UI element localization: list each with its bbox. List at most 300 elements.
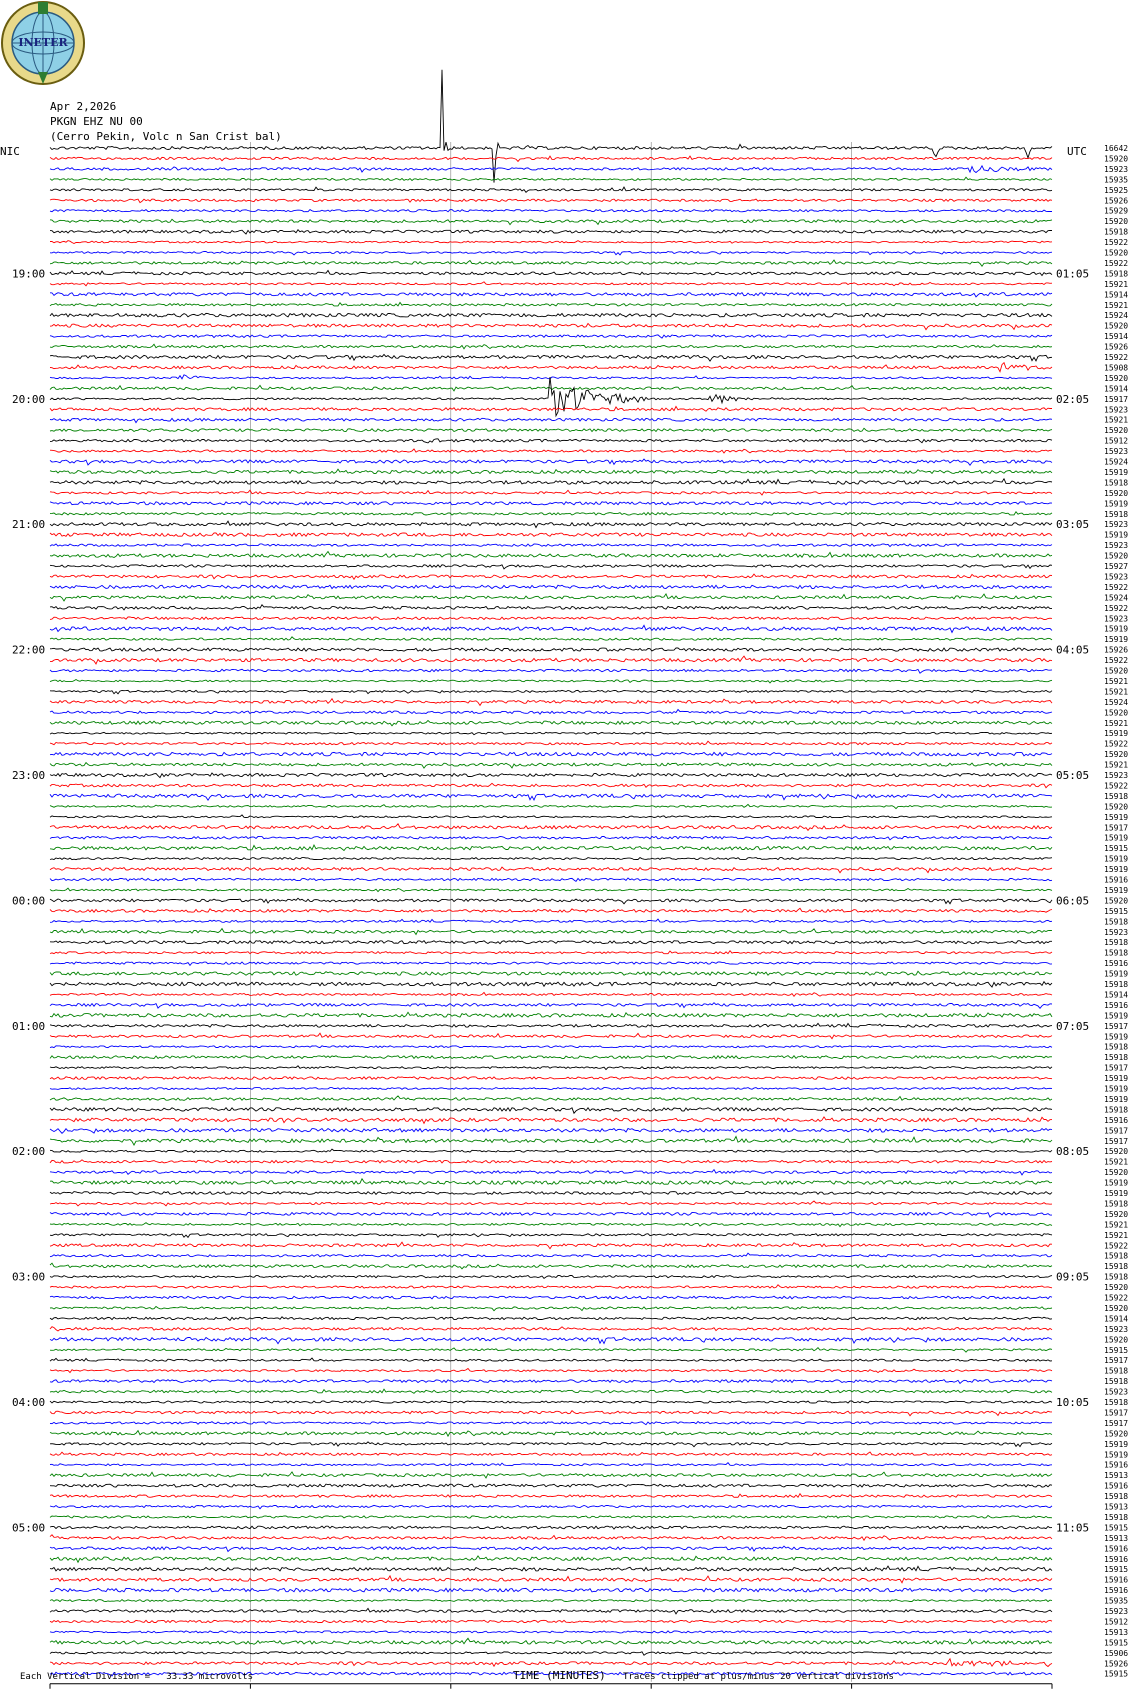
row-count-33: 15920: [1104, 488, 1129, 498]
row-count-16: 15924: [1104, 311, 1129, 321]
row-count-25: 15923: [1104, 405, 1129, 415]
row-count-78: 15916: [1104, 959, 1129, 969]
trace-row-1: [50, 156, 1052, 161]
row-count-47: 15919: [1104, 635, 1129, 645]
row-count-44: 15922: [1104, 603, 1129, 613]
trace-row-25: [50, 407, 1052, 412]
row-count-61: 15922: [1104, 781, 1129, 791]
trace-row-89: [50, 1077, 1052, 1080]
trace-row-47: [50, 637, 1052, 640]
row-count-135: 15916: [1104, 1554, 1129, 1564]
chart-date: Apr 2,2026: [50, 100, 117, 113]
row-count-116: 15917: [1104, 1356, 1129, 1366]
trace-row-105: [50, 1242, 1052, 1249]
trace-row-10: [50, 252, 1052, 255]
trace-row-133: [50, 1535, 1052, 1540]
trace-row-15: [50, 303, 1052, 307]
trace-row-100: [50, 1192, 1052, 1195]
left-timezone-label: NIC: [0, 145, 20, 158]
row-count-102: 15920: [1104, 1209, 1129, 1219]
trace-row-56: [50, 732, 1052, 734]
row-count-40: 15927: [1104, 562, 1129, 571]
trace-row-130: [50, 1505, 1052, 1508]
row-count-130: 15913: [1104, 1502, 1129, 1512]
trace-row-20: [50, 354, 1052, 361]
row-count-146: 15915: [1104, 1669, 1129, 1679]
row-count-18: 15914: [1104, 332, 1129, 342]
trace-row-53: [50, 699, 1052, 706]
trace-row-21: [50, 363, 1052, 372]
right-time-label: 11:05: [1056, 1521, 1090, 1535]
trace-row-41: [50, 574, 1052, 579]
row-count-80: 15918: [1104, 980, 1129, 989]
trace-row-108: [50, 1276, 1052, 1279]
trace-row-119: [50, 1389, 1052, 1393]
row-count-59: 15921: [1104, 760, 1129, 770]
right-time-label: 09:05: [1056, 1270, 1090, 1284]
trace-row-68: [50, 858, 1052, 860]
trace-row-135: [50, 1556, 1052, 1562]
trace-row-80: [50, 982, 1052, 987]
row-count-56: 15919: [1104, 729, 1129, 739]
row-count-107: 15918: [1104, 1262, 1129, 1272]
row-count-5: 15926: [1104, 196, 1129, 206]
row-count-19: 15926: [1104, 342, 1129, 352]
trace-row-51: [50, 680, 1052, 683]
trace-row-75: [50, 929, 1052, 935]
left-time-label: 04:00: [12, 1396, 46, 1409]
row-count-45: 15923: [1104, 614, 1129, 624]
trace-row-65: [50, 824, 1052, 831]
row-count-13: 15921: [1104, 279, 1129, 289]
row-count-1: 15920: [1104, 154, 1129, 164]
trace-row-140: [50, 1608, 1052, 1614]
row-count-6: 15929: [1104, 206, 1129, 216]
trace-row-17: [50, 324, 1052, 330]
right-time-label: 10:05: [1056, 1396, 1090, 1409]
trace-row-70: [50, 878, 1052, 881]
row-count-65: 15917: [1104, 823, 1129, 833]
trace-row-121: [50, 1411, 1052, 1416]
trace-row-103: [50, 1223, 1052, 1227]
trace-row-59: [50, 763, 1052, 769]
trace-row-72: [50, 898, 1052, 904]
row-count-30: 15924: [1104, 457, 1129, 467]
row-count-118: 15918: [1104, 1377, 1129, 1387]
row-count-82: 15916: [1104, 1000, 1129, 1010]
row-count-81: 15914: [1104, 990, 1129, 1000]
row-count-128: 15916: [1104, 1481, 1129, 1491]
trace-row-6: [50, 210, 1052, 212]
trace-row-9: [50, 241, 1052, 244]
row-count-120: 15918: [1104, 1398, 1129, 1407]
trace-row-16: [50, 313, 1052, 317]
trace-row-88: [50, 1066, 1052, 1070]
row-count-93: 15916: [1104, 1115, 1129, 1125]
trace-row-107: [50, 1263, 1052, 1269]
trace-row-125: [50, 1452, 1052, 1455]
trace-row-69: [50, 867, 1052, 873]
trace-row-71: [50, 888, 1052, 891]
row-count-35: 15918: [1104, 509, 1129, 519]
trace-row-37: [50, 533, 1052, 537]
row-count-122: 15917: [1104, 1418, 1129, 1428]
left-time-label: 01:00: [12, 1019, 46, 1033]
trace-row-66: [50, 836, 1052, 839]
trace-row-11: [50, 260, 1052, 266]
trace-row-54: [50, 710, 1052, 715]
trace-row-34: [50, 502, 1052, 505]
trace-row-42: [50, 585, 1052, 589]
row-count-137: 15916: [1104, 1575, 1129, 1585]
row-count-39: 15920: [1104, 551, 1129, 561]
row-count-133: 15913: [1104, 1533, 1129, 1543]
trace-row-18: [50, 335, 1052, 339]
trace-row-91: [50, 1096, 1052, 1101]
trace-row-2: [50, 166, 1052, 173]
left-time-label: 00:00: [12, 894, 46, 908]
row-count-23: 15914: [1104, 384, 1129, 394]
trace-row-45: [50, 617, 1052, 620]
row-count-49: 15922: [1104, 656, 1129, 666]
row-count-57: 15922: [1104, 739, 1129, 749]
row-count-53: 15924: [1104, 697, 1129, 707]
trace-row-19: [50, 344, 1052, 349]
row-count-100: 15919: [1104, 1189, 1129, 1198]
row-count-36: 15923: [1104, 520, 1129, 530]
trace-row-39: [50, 552, 1052, 558]
row-count-73: 15915: [1104, 906, 1129, 916]
row-count-11: 15922: [1104, 258, 1129, 268]
row-count-4: 15925: [1104, 185, 1129, 195]
row-count-20: 15922: [1104, 353, 1129, 362]
row-count-60: 15923: [1104, 771, 1129, 780]
trace-row-142: [50, 1631, 1052, 1633]
trace-row-143: [50, 1638, 1052, 1644]
row-count-38: 15923: [1104, 541, 1129, 551]
trace-row-85: [50, 1033, 1052, 1039]
row-count-91: 15919: [1104, 1094, 1129, 1104]
row-count-96: 15920: [1104, 1147, 1129, 1157]
row-count-108: 15918: [1104, 1272, 1129, 1282]
right-time-label: 08:05: [1056, 1145, 1090, 1159]
trace-row-90: [50, 1087, 1052, 1089]
row-count-34: 15919: [1104, 499, 1129, 509]
row-count-119: 15923: [1104, 1387, 1129, 1397]
trace-row-67: [50, 845, 1052, 851]
vertical-gridlines: [250, 142, 851, 1682]
trace-row-77: [50, 951, 1052, 954]
row-count-99: 15919: [1104, 1178, 1129, 1188]
traces: [50, 70, 1052, 1676]
right-time-label: 01:05: [1056, 267, 1090, 281]
row-count-12: 15918: [1104, 269, 1129, 279]
row-count-2: 15923: [1104, 164, 1129, 174]
right-time-label: 05:05: [1056, 769, 1090, 782]
row-count-84: 15917: [1104, 1021, 1129, 1031]
row-count-109: 15920: [1104, 1283, 1129, 1293]
row-count-37: 15919: [1104, 530, 1129, 540]
trace-row-13: [50, 282, 1052, 286]
row-count-144: 15906: [1104, 1648, 1129, 1658]
left-time-label: 05:00: [12, 1521, 46, 1535]
row-count-142: 15913: [1104, 1627, 1129, 1637]
trace-row-95: [50, 1137, 1052, 1146]
trace-row-60: [50, 773, 1052, 778]
trace-row-73: [50, 908, 1052, 912]
trace-row-5: [50, 199, 1052, 203]
trace-row-123: [50, 1431, 1052, 1437]
trace-row-64: [50, 815, 1052, 818]
trace-row-110: [50, 1296, 1052, 1299]
row-count-22: 15920: [1104, 373, 1129, 383]
trace-row-61: [50, 783, 1052, 787]
row-count-75: 15923: [1104, 927, 1129, 937]
row-count-129: 15918: [1104, 1492, 1129, 1502]
trace-row-32: [50, 479, 1052, 484]
trace-row-46: [50, 625, 1052, 632]
row-count-17: 15920: [1104, 321, 1129, 331]
trace-row-115: [50, 1348, 1052, 1352]
trace-row-101: [50, 1201, 1052, 1206]
row-count-26: 15921: [1104, 415, 1129, 425]
row-count-74: 15918: [1104, 917, 1129, 927]
row-count-52: 15921: [1104, 687, 1129, 697]
trace-row-44: [50, 605, 1052, 610]
row-count-76: 15918: [1104, 938, 1129, 948]
row-count-29: 15923: [1104, 447, 1129, 457]
row-count-24: 15917: [1104, 394, 1129, 404]
trace-row-137: [50, 1576, 1052, 1583]
station-site: (Cerro Pekin, Volc n San Crist bal): [50, 130, 282, 143]
station-name: PKGN EHZ NU 00: [50, 115, 143, 128]
trace-row-111: [50, 1307, 1052, 1311]
row-count-101: 15918: [1104, 1199, 1129, 1209]
left-time-label: 19:00: [12, 267, 46, 281]
row-count-71: 15919: [1104, 885, 1129, 895]
left-time-label: 20:00: [12, 392, 46, 406]
x-axis: [43, 1684, 1058, 1689]
row-count-7: 15920: [1104, 217, 1129, 227]
trace-row-49: [50, 656, 1052, 664]
row-count-0: 16642: [1104, 144, 1129, 153]
row-count-89: 15919: [1104, 1074, 1129, 1084]
row-count-50: 15920: [1104, 666, 1129, 676]
row-count-46: 15919: [1104, 624, 1129, 634]
trace-row-40: [50, 565, 1052, 569]
left-time-label: 22:00: [12, 643, 46, 657]
row-count-124: 15919: [1104, 1439, 1129, 1449]
trace-row-117: [50, 1369, 1052, 1373]
row-count-69: 15919: [1104, 865, 1129, 875]
row-count-140: 15923: [1104, 1607, 1129, 1616]
trace-row-55: [50, 721, 1052, 726]
right-time-label: 06:05: [1056, 894, 1090, 908]
row-count-139: 15935: [1104, 1596, 1129, 1606]
trace-row-29: [50, 449, 1052, 453]
row-count-127: 15913: [1104, 1471, 1129, 1481]
trace-row-86: [50, 1046, 1052, 1048]
row-count-141: 15912: [1104, 1617, 1129, 1627]
row-count-14: 15914: [1104, 290, 1129, 300]
trace-row-81: [50, 993, 1052, 997]
left-time-label: 02:00: [12, 1145, 46, 1159]
left-time-label: 23:00: [12, 769, 46, 782]
row-count-145: 15926: [1104, 1659, 1129, 1669]
row-count-77: 15918: [1104, 948, 1129, 958]
trace-row-96: [50, 1149, 1052, 1153]
row-count-131: 15918: [1104, 1512, 1129, 1522]
row-count-143: 15915: [1104, 1638, 1129, 1648]
trace-row-124: [50, 1442, 1052, 1447]
trace-row-109: [50, 1285, 1052, 1288]
trace-row-92: [50, 1108, 1052, 1114]
trace-row-22: [50, 375, 1052, 379]
trace-row-94: [50, 1128, 1052, 1133]
trace-row-118: [50, 1380, 1052, 1384]
trace-row-14: [50, 293, 1052, 297]
row-count-10: 15920: [1104, 248, 1129, 258]
row-count-125: 15919: [1104, 1450, 1129, 1460]
row-count-103: 15921: [1104, 1220, 1129, 1230]
row-count-68: 15919: [1104, 854, 1129, 864]
trace-row-102: [50, 1213, 1052, 1218]
trace-row-128: [50, 1484, 1052, 1487]
trace-row-139: [50, 1600, 1052, 1602]
row-count-98: 15920: [1104, 1168, 1129, 1178]
row-count-94: 15917: [1104, 1126, 1129, 1136]
x-axis-label: TIME (MINUTES): [513, 1669, 606, 1682]
row-count-97: 15921: [1104, 1157, 1129, 1167]
scale-note: Each Vertical Division = 33.33 microvolts: [20, 1672, 253, 1682]
row-count-138: 15916: [1104, 1586, 1129, 1596]
trace-row-87: [50, 1056, 1052, 1059]
trace-row-26: [50, 418, 1052, 422]
row-count-87: 15918: [1104, 1053, 1129, 1063]
trace-row-79: [50, 971, 1052, 975]
logo-text: INETER: [18, 36, 68, 49]
row-count-28: 15912: [1104, 436, 1129, 446]
row-count-83: 15919: [1104, 1011, 1129, 1021]
row-count-41: 15923: [1104, 572, 1129, 582]
row-count-54: 15920: [1104, 708, 1129, 718]
trace-row-141: [50, 1620, 1052, 1622]
row-count-110: 15922: [1104, 1293, 1129, 1303]
row-count-48: 15926: [1104, 645, 1129, 655]
trace-row-120: [50, 1401, 1052, 1403]
row-count-79: 15919: [1104, 969, 1129, 979]
row-count-123: 15920: [1104, 1429, 1129, 1439]
row-count-115: 15915: [1104, 1345, 1129, 1355]
row-count-55: 15921: [1104, 718, 1129, 728]
trace-row-43: [50, 594, 1052, 601]
trace-row-132: [50, 1526, 1052, 1529]
row-count-111: 15920: [1104, 1303, 1129, 1313]
row-count-106: 15918: [1104, 1251, 1129, 1261]
trace-row-35: [50, 512, 1052, 515]
row-count-88: 15917: [1104, 1063, 1129, 1073]
trace-row-33: [50, 490, 1052, 495]
row-count-70: 15916: [1104, 875, 1129, 885]
trace-row-82: [50, 1003, 1052, 1009]
trace-row-27: [50, 428, 1052, 431]
left-time-label: 21:00: [12, 518, 46, 532]
trace-row-36: [50, 521, 1052, 527]
trace-row-30: [50, 459, 1052, 465]
right-time-label: 07:05: [1056, 1019, 1090, 1033]
trace-row-83: [50, 1012, 1052, 1017]
trace-row-57: [50, 741, 1052, 745]
trace-row-145: [50, 1659, 1052, 1667]
row-count-132: 15915: [1104, 1523, 1129, 1533]
row-count-21: 15908: [1104, 363, 1129, 373]
trace-row-116: [50, 1358, 1052, 1362]
right-timezone-label: UTC: [1067, 145, 1087, 158]
trace-row-98: [50, 1170, 1052, 1175]
trace-row-126: [50, 1463, 1052, 1466]
trace-row-138: [50, 1588, 1052, 1592]
row-count-95: 15917: [1104, 1136, 1129, 1146]
row-count-134: 15916: [1104, 1544, 1129, 1554]
row-count-64: 15919: [1104, 812, 1129, 822]
trace-row-93: [50, 1117, 1052, 1124]
row-count-9: 15922: [1104, 238, 1129, 248]
row-count-104: 15921: [1104, 1230, 1129, 1240]
trace-row-3: [50, 177, 1052, 180]
trace-row-58: [50, 752, 1052, 755]
row-count-62: 15918: [1104, 791, 1129, 801]
row-count-58: 15920: [1104, 750, 1129, 760]
ineter-logo: [0, 0, 86, 86]
trace-row-31: [50, 469, 1052, 473]
right-time-label: 03:05: [1056, 518, 1090, 532]
trace-row-127: [50, 1472, 1052, 1478]
trace-row-114: [50, 1338, 1052, 1344]
trace-row-131: [50, 1516, 1052, 1519]
row-count-92: 15918: [1104, 1105, 1129, 1115]
row-count-27: 15920: [1104, 426, 1129, 436]
row-count-42: 15922: [1104, 582, 1129, 592]
row-count-3: 15935: [1104, 175, 1129, 185]
row-count-63: 15920: [1104, 802, 1129, 812]
row-count-117: 15918: [1104, 1366, 1129, 1376]
row-count-90: 15919: [1104, 1084, 1129, 1094]
trace-row-76: [50, 941, 1052, 944]
trace-row-28: [50, 439, 1052, 443]
trace-row-134: [50, 1546, 1052, 1551]
trace-row-0: [50, 70, 1052, 183]
trace-row-99: [50, 1179, 1052, 1185]
row-count-15: 15921: [1104, 300, 1129, 310]
trace-row-63: [50, 804, 1052, 808]
row-count-121: 15917: [1104, 1408, 1129, 1418]
row-count-8: 15918: [1104, 227, 1129, 237]
row-count-85: 15919: [1104, 1032, 1129, 1042]
right-time-label: 04:05: [1056, 643, 1090, 657]
row-count-105: 15922: [1104, 1241, 1129, 1251]
row-count-112: 15914: [1104, 1314, 1129, 1324]
left-time-label: 03:00: [12, 1270, 46, 1284]
trace-row-8: [50, 230, 1052, 234]
row-count-136: 15915: [1104, 1565, 1129, 1575]
trace-row-97: [50, 1160, 1052, 1163]
row-count-31: 15919: [1104, 467, 1129, 477]
trace-row-112: [50, 1317, 1052, 1321]
trace-row-50: [50, 669, 1052, 673]
trace-row-84: [50, 1023, 1052, 1027]
trace-row-48: [50, 648, 1052, 651]
row-count-43: 15924: [1104, 593, 1129, 603]
